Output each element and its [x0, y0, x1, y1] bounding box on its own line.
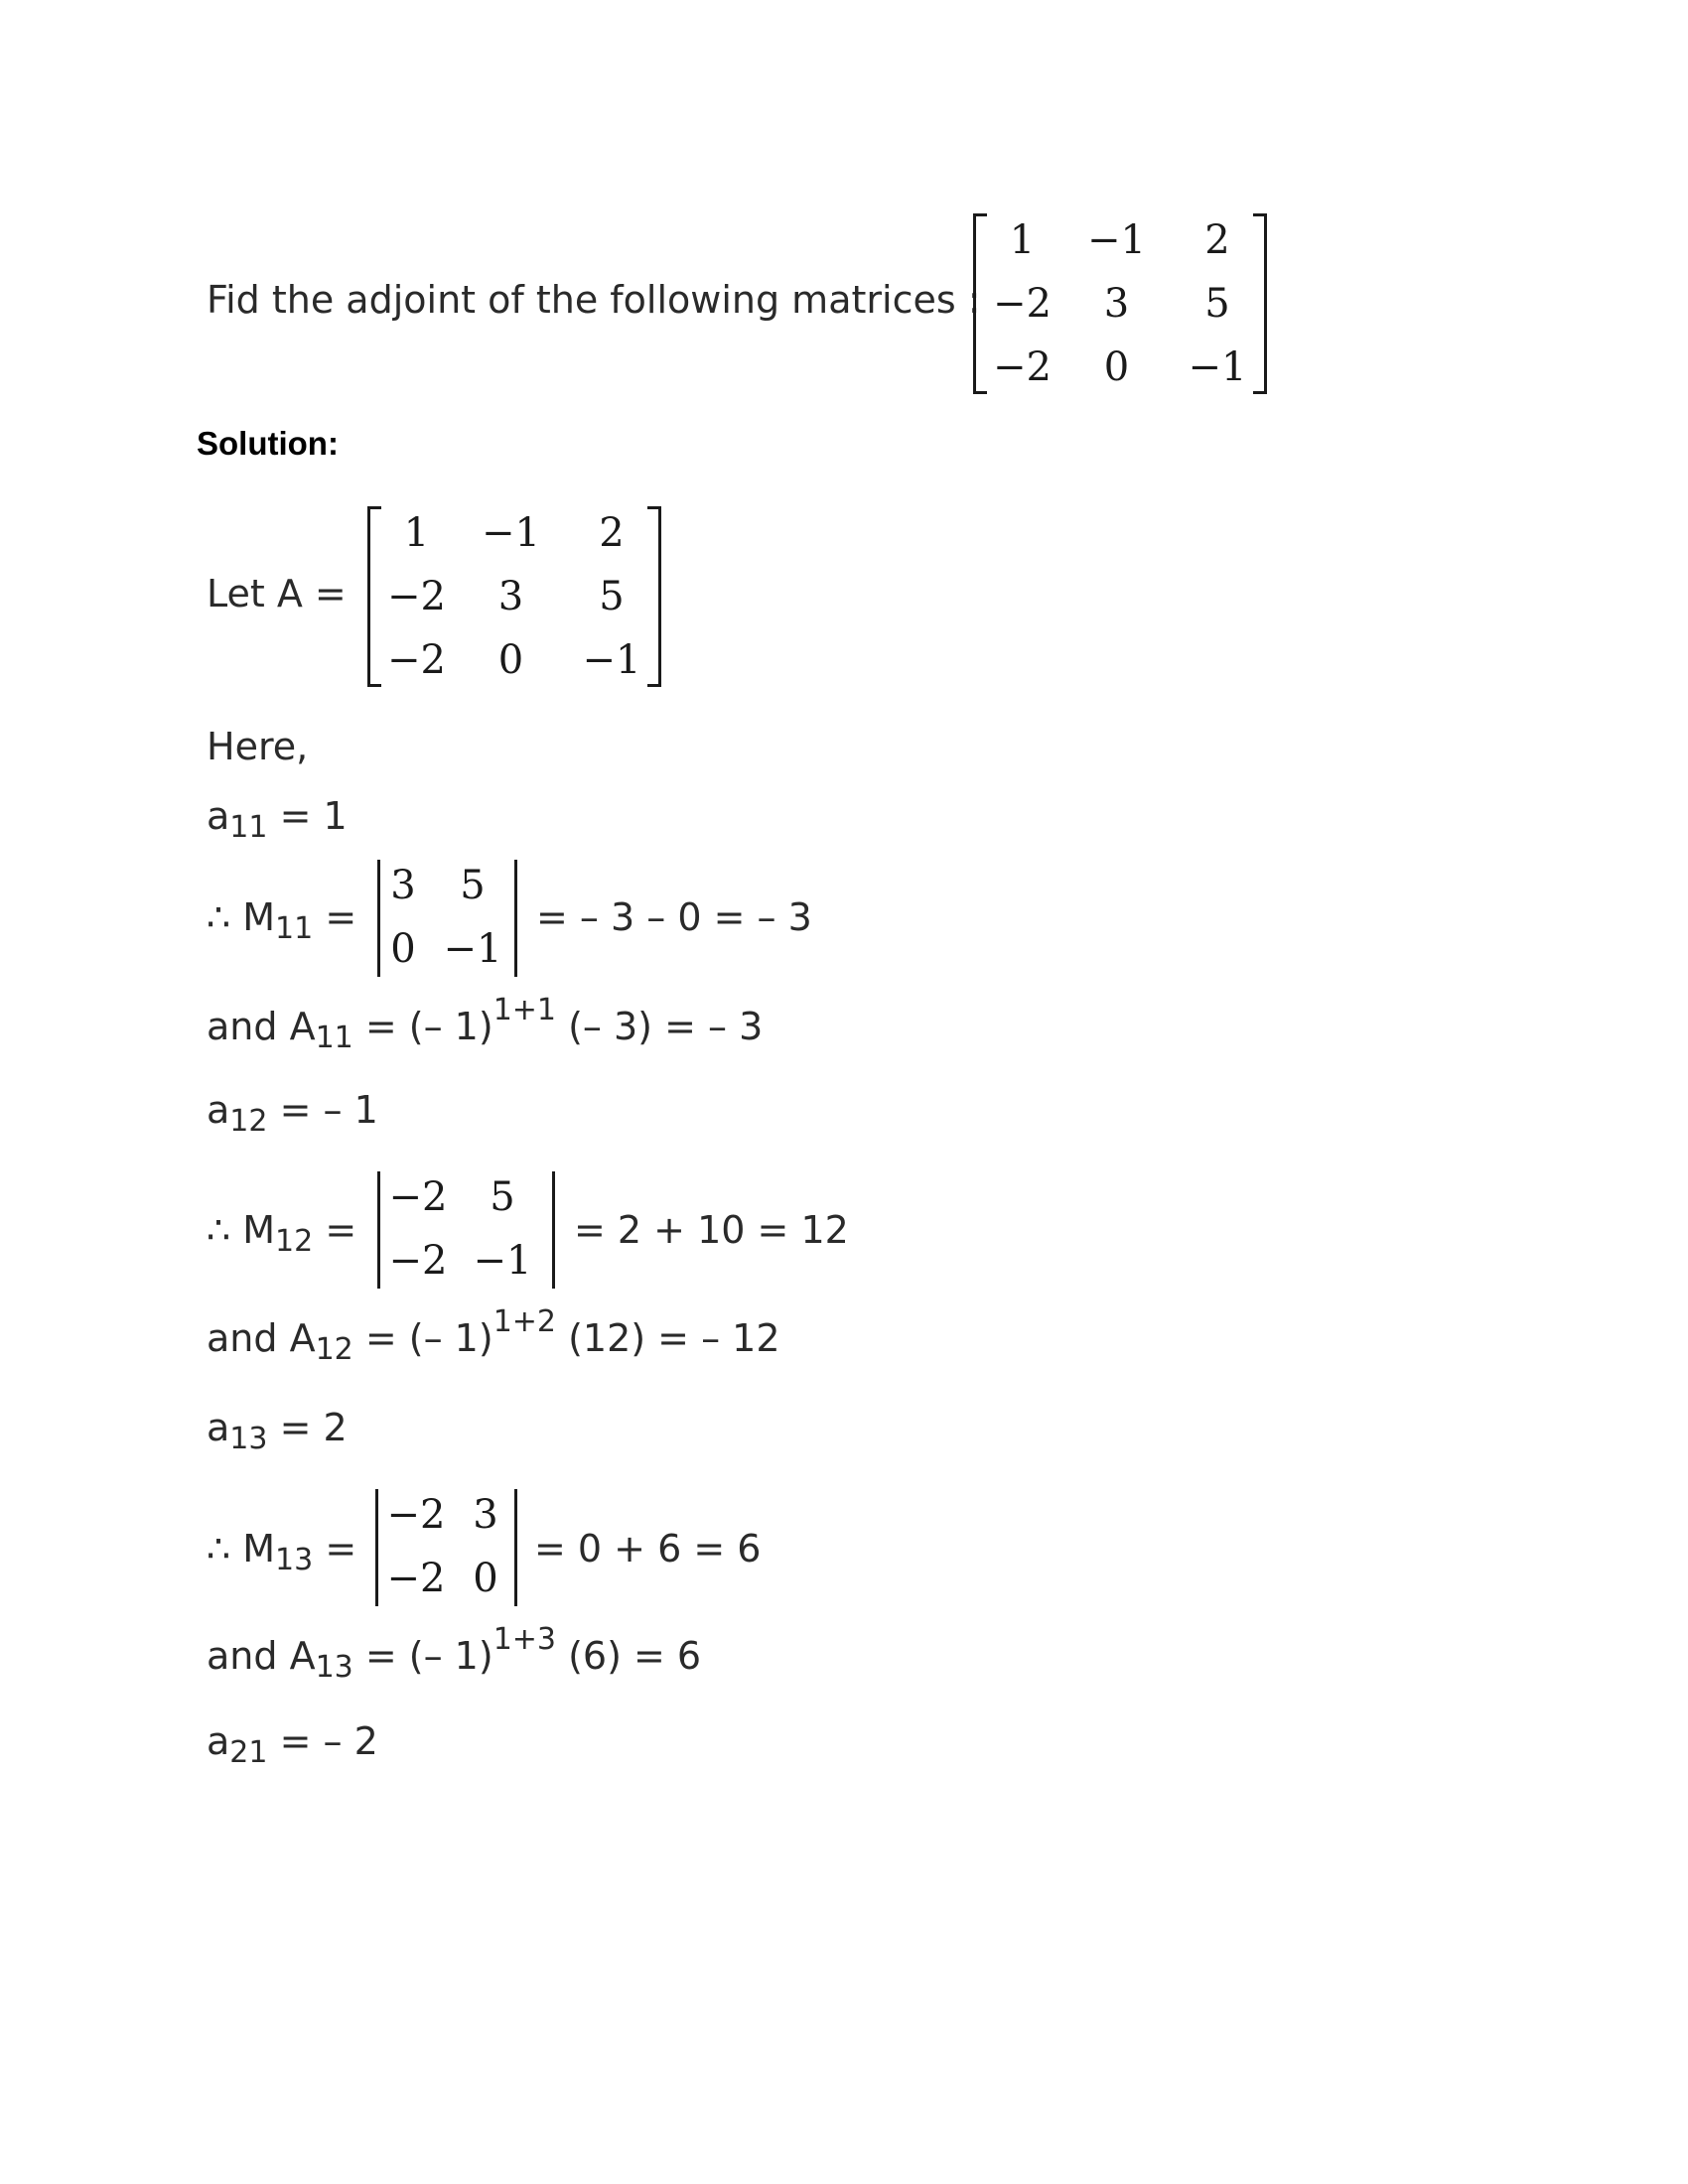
m11-result: = – 3 – 0 = – 3	[536, 895, 812, 939]
m12-line	[207, 1206, 357, 1259]
minor-m13	[381, 1483, 520, 1610]
a13-cofactor-line	[207, 1622, 702, 1685]
subscript: 21	[229, 1735, 268, 1770]
matrix-cell: 2	[599, 510, 625, 556]
right-bracket	[647, 506, 661, 687]
solution-label: Solution:	[197, 425, 339, 462]
m11-line	[207, 893, 357, 946]
here-text: Here,	[207, 725, 309, 768]
matrix-cell: 0	[473, 1556, 498, 1601]
a-value: = 2	[279, 1406, 348, 1449]
m12-result: = 2 + 10 = 12	[574, 1208, 849, 1252]
a12-cofactor-line	[207, 1304, 780, 1367]
superscript: 1+2	[492, 1304, 556, 1339]
determinant-bar	[552, 1171, 555, 1289]
a21-line	[207, 1717, 378, 1770]
question-label: Fid the adjoint of the following matrices :	[207, 278, 981, 322]
subscript: 11	[275, 911, 314, 946]
a11-cofactor-line	[207, 993, 764, 1055]
minor-prefix: ∴ M	[207, 895, 276, 939]
cofactor-prefix: and A	[207, 1316, 316, 1360]
matrix-cell: −2	[386, 1492, 446, 1538]
question-matrix	[985, 208, 1261, 399]
a-symbol: a	[207, 1406, 230, 1449]
cofactor-sign: = (– 1)	[364, 1634, 493, 1678]
subscript: 11	[315, 1021, 353, 1055]
matrix-cell: 3	[390, 863, 416, 908]
cofactor-prefix: and A	[207, 1634, 316, 1678]
matrix-cell: −1	[473, 1238, 532, 1284]
subscript: 13	[315, 1650, 353, 1685]
a-symbol: a	[207, 1719, 230, 1763]
determinant-bar	[375, 1489, 378, 1606]
question-text	[207, 276, 981, 324]
matrix-cell: −2	[387, 574, 446, 619]
a-value: = 1	[279, 794, 348, 838]
matrix-cell: 5	[490, 1174, 515, 1220]
cofactor-prefix: and A	[207, 1005, 316, 1048]
matrix-cell: −1	[1188, 344, 1247, 390]
determinant-bar	[377, 1171, 380, 1289]
matrix-cell: 5	[599, 574, 625, 619]
matrix-a	[379, 501, 655, 692]
superscript: 1+1	[492, 993, 556, 1027]
subscript: 13	[229, 1422, 268, 1456]
a-value: = – 2	[279, 1719, 378, 1763]
determinant-bar	[514, 1489, 517, 1606]
matrix-cell: −1	[482, 510, 540, 556]
matrix-cell: −1	[1087, 217, 1146, 263]
a11-line	[207, 792, 348, 845]
matrix-cell: 5	[460, 863, 486, 908]
cofactor-sign: = (– 1)	[364, 1005, 493, 1048]
matrix-cell: −2	[388, 1174, 448, 1220]
subscript: 12	[315, 1332, 353, 1367]
superscript: 1+3	[492, 1622, 556, 1657]
matrix-cell: −1	[443, 926, 502, 972]
matrix-cell: 3	[473, 1492, 498, 1538]
cofactor-result: (12) = – 12	[568, 1316, 780, 1360]
a12-line	[207, 1086, 378, 1139]
matrix-cell: 0	[497, 637, 524, 683]
let-a-label: Let A =	[207, 572, 347, 615]
minor-m12	[383, 1165, 552, 1293]
cofactor-sign: = (– 1)	[364, 1316, 493, 1360]
let-a-text	[207, 570, 347, 617]
subscript: 12	[275, 1224, 314, 1259]
matrix-cell: 0	[1103, 344, 1130, 390]
determinant-bar	[514, 860, 517, 977]
matrix-cell: −2	[993, 344, 1052, 390]
a-value: = – 1	[279, 1088, 378, 1132]
a13-line	[207, 1404, 348, 1456]
equals: =	[325, 1208, 357, 1252]
minor-prefix: ∴ M	[207, 1208, 276, 1252]
matrix-cell: 5	[1204, 281, 1230, 327]
minor-prefix: ∴ M	[207, 1527, 276, 1570]
matrix-cell: 3	[1103, 281, 1130, 327]
matrix-cell: 1	[403, 510, 430, 556]
matrix-cell: 0	[390, 926, 416, 972]
a-symbol: a	[207, 794, 230, 838]
matrix-cell: −2	[388, 1238, 448, 1284]
m13-result: = 0 + 6 = 6	[534, 1527, 762, 1570]
determinant-bar	[377, 860, 380, 977]
matrix-cell: −2	[387, 637, 446, 683]
matrix-cell: 3	[497, 574, 524, 619]
matrix-cell: −1	[582, 637, 641, 683]
matrix-cell: 2	[1204, 217, 1230, 263]
matrix-cell: −2	[386, 1556, 446, 1601]
right-bracket	[1253, 213, 1267, 394]
minor-m11	[383, 854, 522, 981]
a-symbol: a	[207, 1088, 230, 1132]
matrix-cell: −2	[993, 281, 1052, 327]
equals: =	[325, 1527, 357, 1570]
m13-line	[207, 1525, 357, 1577]
cofactor-result: (6) = 6	[568, 1634, 702, 1678]
subscript: 12	[229, 1104, 268, 1139]
subscript: 11	[229, 810, 268, 845]
equals: =	[325, 895, 357, 939]
subscript: 13	[275, 1543, 314, 1577]
matrix-cell: 1	[1009, 217, 1036, 263]
cofactor-result: (– 3) = – 3	[568, 1005, 764, 1048]
